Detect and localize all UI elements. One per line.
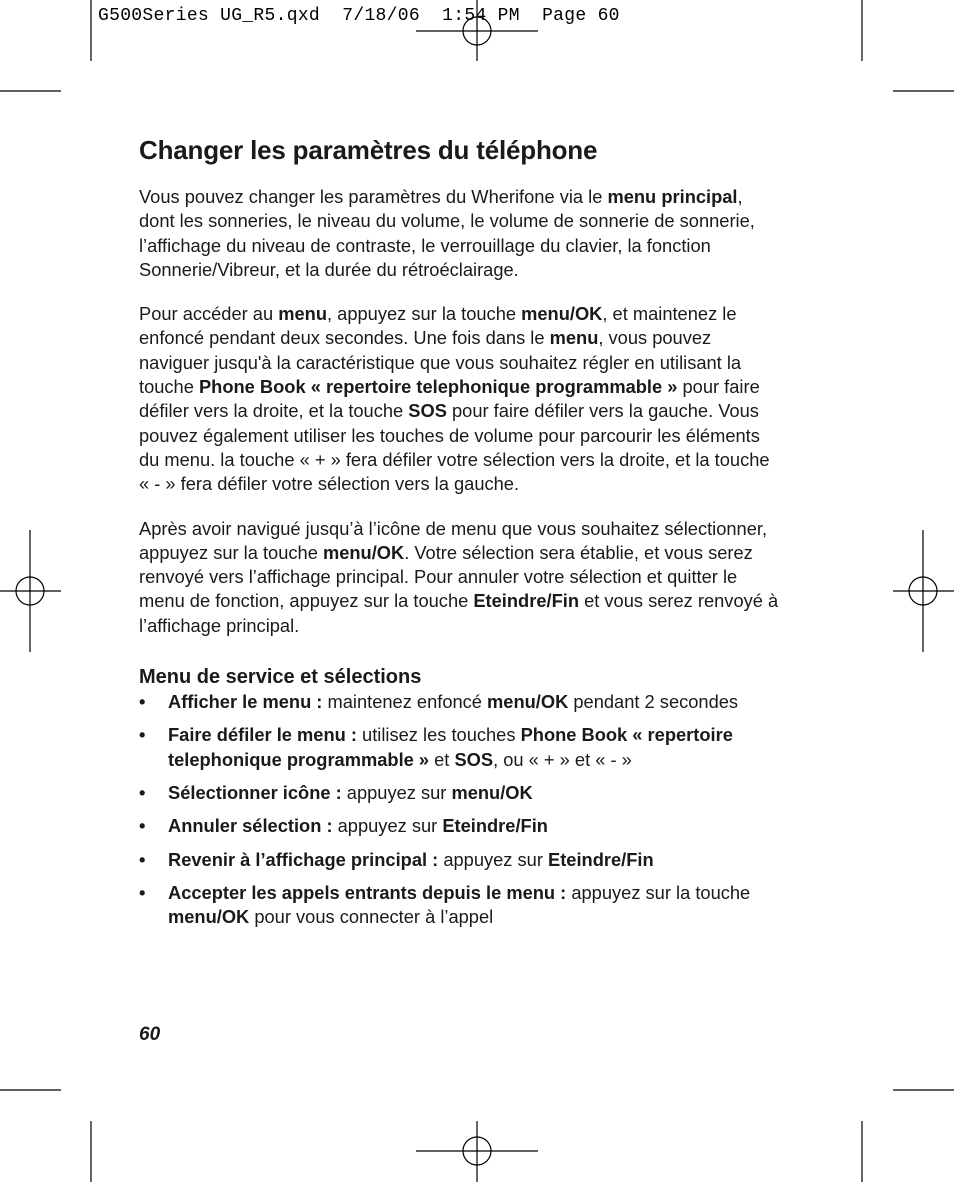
bold-text: menu: [607, 186, 657, 207]
bold-text: Afficher le menu :: [168, 691, 323, 713]
page-title: Changer les paramètres du téléphone: [139, 135, 598, 165]
text-run: , appuyez sur la touche: [327, 303, 522, 325]
bold-text: menu/OK: [487, 691, 569, 713]
body-paragraphs: [139, 185, 779, 638]
bold-text: Eteindre/Fin: [473, 590, 579, 612]
page-content: [139, 133, 779, 938]
text-run: . Votre sélection sera établie, et vous serez renvoyé vers l’affichage principal. Pour annuler votre sélection et quitter le menu de fonction, appuyez sur la touche: [139, 541, 753, 612]
print-slug-header: G500Series UG_R5.qxd 7/18/06 1:54 PM Page 60: [98, 6, 620, 26]
bold-text: menu: [278, 303, 327, 325]
bold-text: Faire défiler le menu :: [168, 724, 357, 746]
bold-text: SOS: [408, 400, 447, 422]
text-run: , dont les sonneries, le niveau du volume, le volume de sonnerie de sonnerie, l’affichage du niveau de contraste, le verrouillage du clavier, la fonction Sonnerie/Vibreur, et la durée du rétroéclairage.: [139, 186, 755, 280]
text-run: appuyez sur: [341, 781, 452, 803]
registration-mark-bottom: [416, 1121, 538, 1182]
text-run: appuyez sur: [438, 848, 548, 870]
bullet-item: [139, 848, 779, 872]
registration-mark-top: [416, 0, 538, 61]
bold-text: Eteindre/Fin: [442, 815, 548, 837]
bullet-icon: •: [139, 815, 146, 837]
bullet-icon: •: [139, 691, 146, 713]
bullet-item: [139, 881, 779, 930]
bullet-item: [139, 781, 779, 805]
bold-text: SOS: [454, 748, 494, 770]
bold-text: principal: [661, 186, 738, 207]
text-run: appuyez sur: [332, 815, 443, 837]
text-run: pour faire défiler vers la droite, et la touche: [139, 376, 760, 422]
bold-text: menu/OK: [322, 541, 405, 563]
bold-text: menu/OK: [168, 906, 250, 928]
bold-text: Revenir à l’affichage principal :: [168, 848, 439, 870]
bullet-item: [139, 690, 779, 714]
page-number: 60: [139, 1024, 161, 1045]
bullet-item: [139, 723, 779, 772]
text-run: utilisez les touches: [356, 724, 521, 746]
bold-text: menu/OK: [451, 781, 533, 803]
bold-text: Eteindre/Fin: [548, 848, 654, 870]
text-run: et: [429, 748, 455, 770]
bullet-icon: •: [139, 881, 146, 903]
body-paragraph: [139, 517, 779, 638]
text-run: pendant 2 secondes: [568, 691, 739, 713]
text-run: pour vous connecter à l’appel: [249, 906, 494, 928]
body-paragraph: [139, 302, 779, 496]
text-run: , et maintenez le enfoncé pendant deux secondes. Une fois dans le: [139, 303, 737, 349]
bold-text: Annuler sélection :: [168, 815, 333, 837]
registration-mark-right: [893, 530, 954, 652]
text-run: appuyez sur la touche: [566, 881, 751, 903]
bold-text: menu: [549, 327, 599, 349]
text-run: Pour accéder au: [139, 303, 279, 325]
bullet-list: [139, 690, 779, 929]
bold-text: Phone Book « repertoire telephonique programmable »: [168, 724, 733, 770]
registration-mark-left: [0, 530, 61, 652]
body-paragraph: [139, 185, 779, 282]
bold-text: Phone Book « repertoire telephonique programmable »: [198, 376, 678, 398]
section-heading: Menu de service et sélections: [139, 666, 422, 689]
bold-text: menu/OK: [521, 303, 603, 325]
bullet-icon: •: [139, 781, 146, 803]
text-run: Après avoir navigué jusqu’à l’icône de menu que vous souhaitez sélectionner, appuyez sur la touche: [139, 517, 768, 563]
text-run: et vous serez renvoyé à l’affichage principal.: [139, 590, 779, 636]
text-run: , ou « + » et « - »: [493, 748, 632, 770]
text-run: pour faire défiler vers la gauche. Vous pouvez également utiliser les touches de volume pour parcourir les éléments du menu. la touche « + » fera défiler votre sélection vers la droite, et la touche « - » fera défiler votre sélection vers la gauche.: [139, 400, 770, 495]
text-run: , vous pouvez naviguer jusqu'à la caractéristique que vous souhaitez régler en utilisant la touche: [139, 327, 742, 398]
bullet-icon: •: [139, 724, 146, 746]
bold-text: Accepter les appels entrants depuis le menu :: [168, 881, 567, 903]
text-run: maintenez enfoncé: [322, 691, 488, 713]
bold-text: Sélectionner icône :: [168, 781, 342, 803]
bullet-item: [139, 814, 779, 838]
bullet-icon: •: [139, 848, 146, 870]
text-run: Vous pouvez changer les paramètres du Wherifone via le: [139, 186, 608, 207]
